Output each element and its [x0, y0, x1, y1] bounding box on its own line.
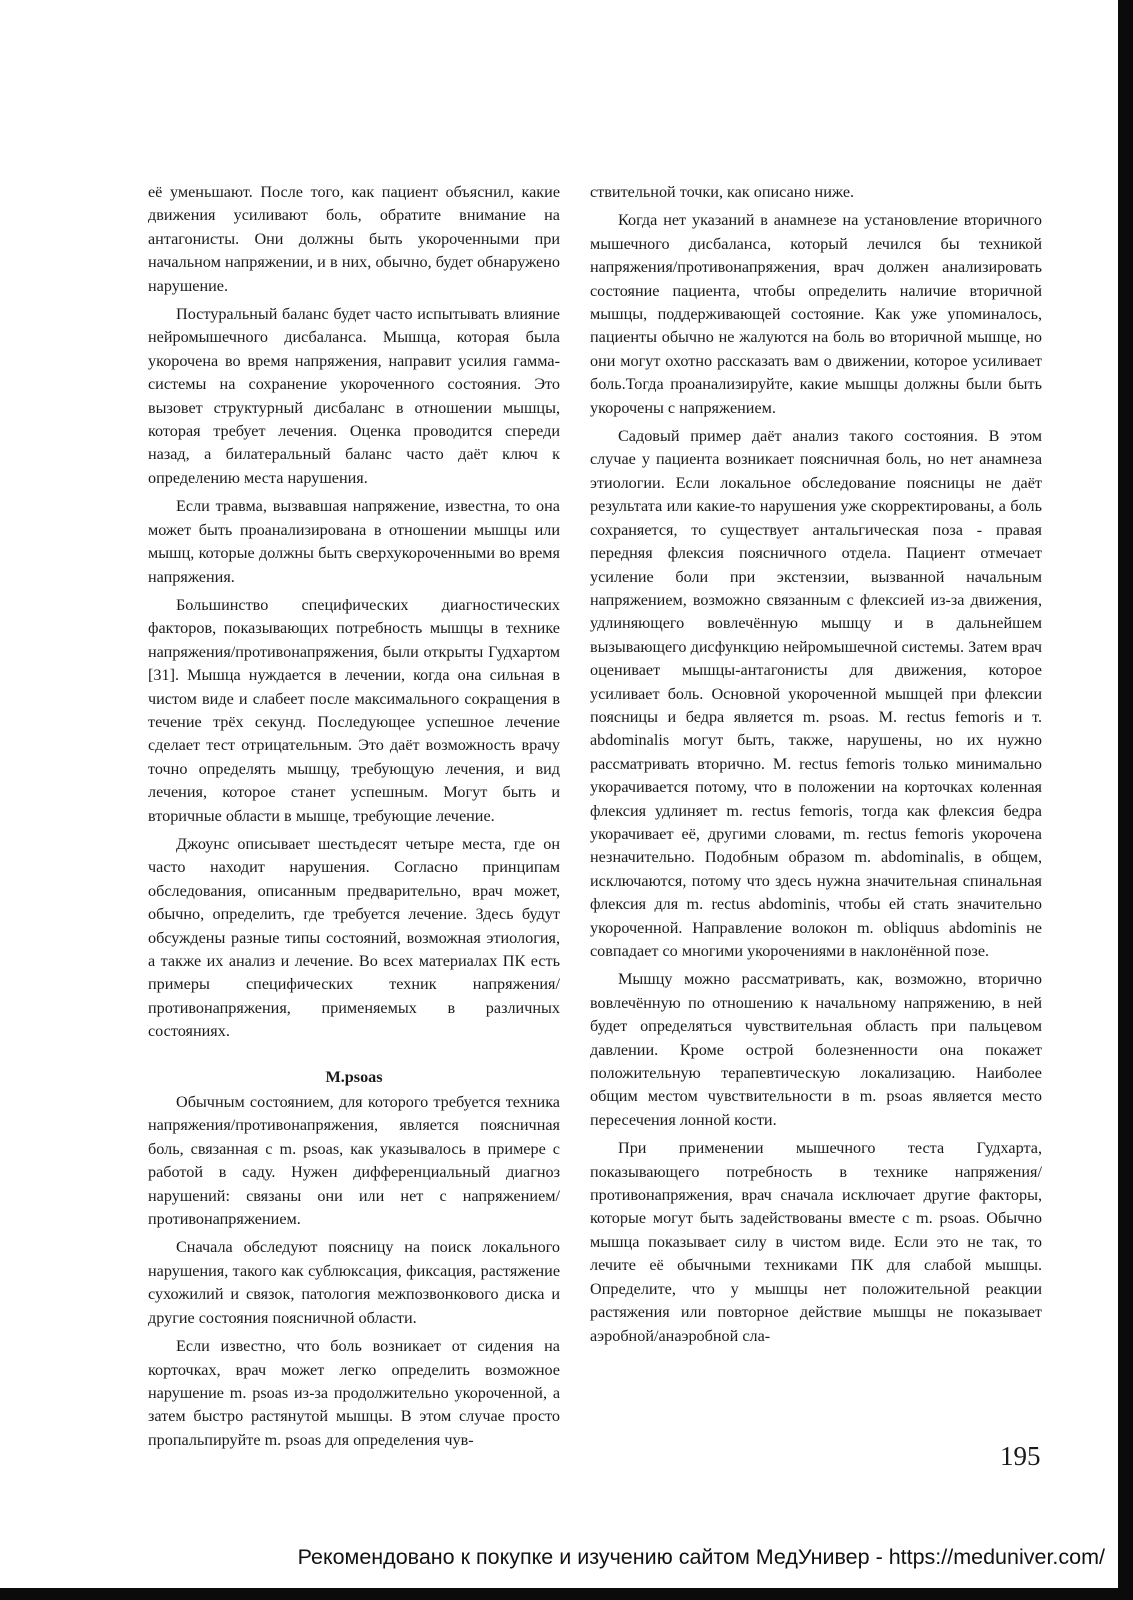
- paragraph: Садовый пример даёт анализ такого состояния. В этом случае у пациента возникает поясничная боль, но нет анамнеза этиологии. Если локальное обследование поясницы не даёт результата или какие-то нарушения уже скорректированы, а боль сохраняется, то существует антальгическая поза - правая передняя флексия поясничного отдела. Пациент отмечает усиление боли при экстензии, вызванной начальным напряжением, возможно связанным с флексией из-за движения, удлиняющего вовлечённую мышцу и в дальнейшем вызывающего дисфункцию нейромышечной системы. Затем врач оценивает мышцы-антагонисты для движения, которое усиливает боль. Основной укороченной мышцей при флексии поясницы и бедра является m. psoas. M. rectus femoris и т. abdominalis могут быть, также, нарушены, но их нужно рассматривать вторично. M. rectus femoris только минимально укорачивается потому, что в положении на корточках коленная флексия удлиняет m. rectus femoris, тогда как флексия бедра укорачивает её, другими словами, m. rectus femoris укорочена незначительно. Подобным образом m. abdominalis, в общем, исключаются, потому что здесь нужна значительная спинальная флексия для m. rectus abdominis, чтобы ей стать значительно укороченной. Направление волокон m. obliquus abdominis не совпадает со многими укорочениями в наклонённой позе.: [590, 427, 1042, 960]
- paragraph: Обычным состоянием, для которого требуется техника напряжения/противонапряжения, является поясничная боль, связанная с m. psoas, как указывалось в примере с работой в саду. Нужен дифференциальный диагноз нарушений: связаны они или нет с напряжением/противонапряжением.: [148, 1093, 560, 1229]
- paragraph: При применении мышечного теста Гудхарта, показывающего потребность в технике напряжения/противонапряжения, врач сначала исключает другие факторы, которые могут быть задействованы вместе с m. psoas. Обычно мышца показывает силу в чистом виде. Если это не так, то лечите её обычными техниками ПК для слабой мышцы. Определите, что у мышцы нет положительной реакции растяжения или повторное действие мышцы не показывает аэробной/анаэробной сла-: [590, 1139, 1042, 1345]
- paragraph: Когда нет указаний в анамнезе на установление вторичного мышечного дисбаланса, который лечился бы техникой напряжения/противонапряжения, врач должен анализировать состояние пациента, чтобы определить наличие вторичной мышцы, поддерживающей состояние. Как уже упоминалось, пациенты обычно не жалуются на боль во вторичной мышце, но они могут охотно рассказать вам о движении, которое усиливает боль.Тогда проанализируйте, какие мышцы должны были быть укорочены с напряжением.: [590, 211, 1042, 417]
- paragraph: Если известно, что боль возникает от сидения на корточках, врач может легко определить возможное нарушение m. psoas из-за продолжительно укороченной, а затем быстро растянутой мышцы. В этом случае просто пропальпируйте m. psoas для определения чув-: [148, 1337, 560, 1449]
- paragraph: Джоунс описывает шестьдесят четыре места, где он часто находит нарушения. Согласно принципам обследования, описанным предварительно, врач может, обычно, определить, где требуется лечение. Здесь будут обсуждены разные типы состояний, возможная этиология, а также их анализ и лечение. Во всех материалах ПК есть примеры специфических техник напряжения/противонапряжения, применяемых в различных состояниях.: [148, 834, 560, 1041]
- right-column: [590, 181, 1042, 1353]
- paragraph: Большинство специфических диагностических факторов, показывающих потребность мышцы в технике напряжения/противонапряжения, были открыты Гудхартом [31]. Мышца нуждается в лечении, когда она сильная в чистом виде и слабеет после максимального сокращения в течение трёх секунд. Последующее успешное лечение сделает тест отрицательным. Это даёт возможность врачу точно определять мышцу, требующую лечения, и вид лечения, которое станет успешным. Могут быть и вторичные области в мышце, требующие лечение.: [148, 595, 560, 825]
- paragraph: Постуральный баланс будет часто испытывать влияние нейромышечного дисбаланса. Мышца, которая была укорочена во время напряжения, направит усилия гамма-системы на сохранение укороченного состояния. Это вызовет структурный дисбаланс в отношении мышцы, которая требует лечения. Оценка проводится спереди назад, а билатеральный баланс часто даёт ключ к определению места нарушения.: [148, 305, 560, 487]
- scan-edge-right: [1118, 0, 1133, 1600]
- page-number: 195: [1000, 1441, 1041, 1471]
- paragraph: Мышцу можно рассматривать, как, возможно, вторично вовлечённую по отношению к начальному напряжению, в ней будет определяться чувствительная область при пальцевом давлении. Кроме острой болезненности она покажет положительную терапевтическую локализацию. Наиболее общим местом чувствительности в m. psoas является место пересечения лонной кости.: [590, 970, 1042, 1129]
- paragraph: Сначала обследуют поясницу на поиск локального нарушения, такого как сублюксация, фиксация, растяжение сухожилий и связок, патология межпозвонкового диска и другие состояния поясничной области.: [148, 1238, 560, 1327]
- scan-edge-bottom: [0, 1588, 1133, 1600]
- left-column: [148, 181, 560, 1457]
- paragraph: её уменьшают. После того, как пациент объяснил, какие движения усиливают боль, обратите внимание на антагонисты. Они должны быть укороченными при начальном напряжении, и в них, обычно, будет обнаружено нарушение.: [148, 183, 560, 295]
- paragraph: Если травма, вызвавшая напряжение, известна, то она может быть проанализирована в отношении мышцы или мышц, которые должны быть сверхукороченными во время напряжения.: [148, 497, 560, 586]
- paragraph: ствительной точки, как описано ниже.: [590, 183, 855, 201]
- footer-recommendation: Рекомендовано к покупке и изучению сайтом МедУнивер - https://meduniver.com/: [297, 1545, 1105, 1569]
- section-heading: M.psoas: [325, 1067, 383, 1086]
